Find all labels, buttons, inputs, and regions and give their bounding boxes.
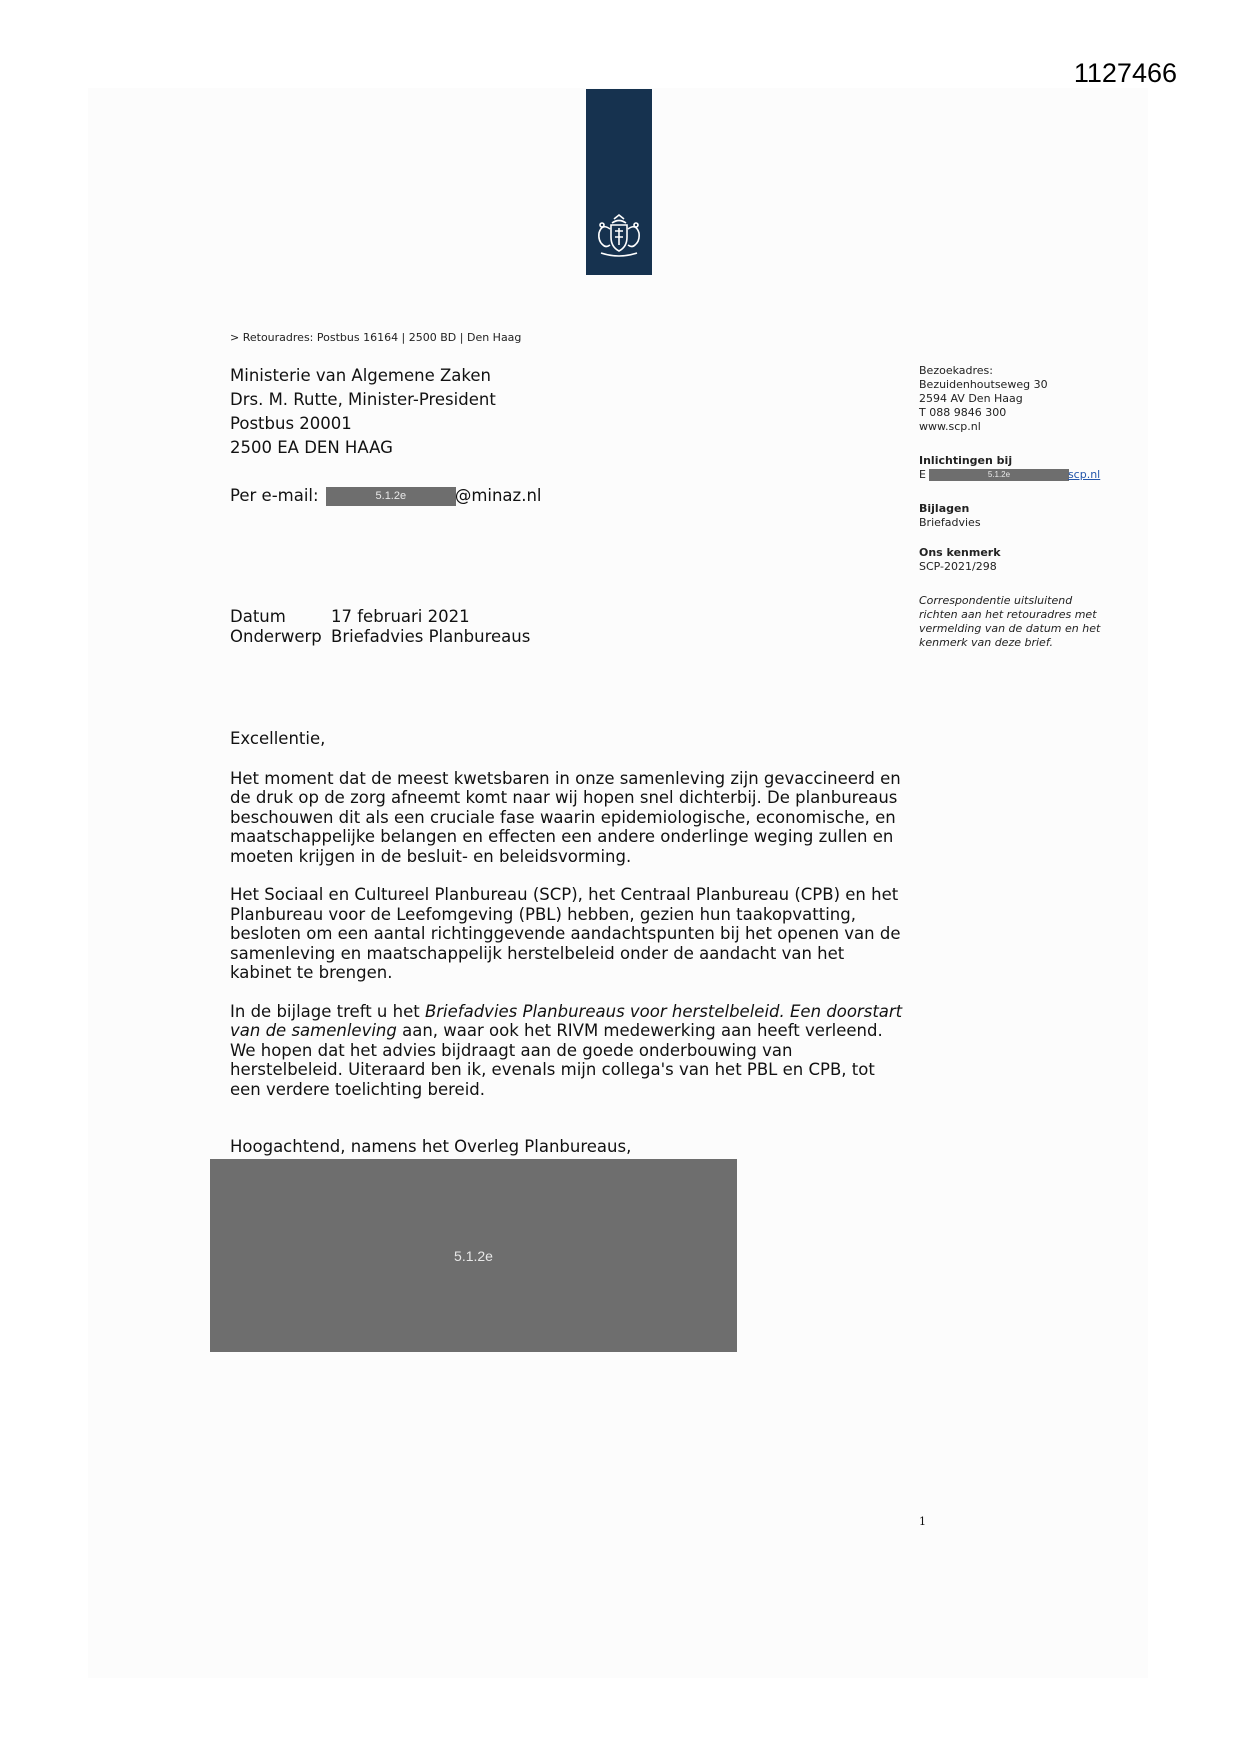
advice-title: Briefadvies Planbureaus voor herstelbeleid. Een doorstart van de samenleving (230, 1001, 903, 1040)
reference-value: SCP-2021/298 (919, 560, 997, 573)
visit-address-label: Bezoekadres: (919, 364, 993, 377)
visit-street: Bezuidenhoutseweg 30 (919, 378, 1048, 391)
email-domain: @minaz.nl (454, 486, 542, 505)
info-redaction: 5.1.2e (929, 469, 1069, 481)
document-id: 1127466 (1073, 58, 1177, 88)
paragraph-2: Het Sociaal en Cultureel Planbureau (SCP), het Centraal Planbureau (CPB) en het Planbureau voor de Leefomgeving (PBL) hebben, gezien hun taakopvatting, besloten om een aantal richtinggevende aandachtspunten bij het openen van de samenleving en maatschappelijk herstelbeleid onder de aandacht van het kabinet te brengen. (230, 885, 901, 982)
email-redaction: 5.1.2e (326, 487, 456, 506)
paragraph-1: Het moment dat de meest kwetsbaren in onze samenleving zijn gevaccineerd en de druk op de zorg afneemt komt naar wij hopen snel dichterbij. De planbureaus beschouwen dit als een cruciale fase waarin epidemiologische, economische, en maatschappelijke belangen en effecten een andere onderlinge weging zullen en moeten krijgen in de besluit- en beleidsvorming. (230, 768, 901, 866)
info-prefix: E (919, 468, 926, 481)
closing: Hoogachtend, namens het Overleg Planbureaus, (230, 1137, 632, 1156)
paragraph-3-end: aan, waar ook het RIVM medewerking aan heeft verleend. We hopen dat het advies bijdraagt aan de goede onderbouwing van herstelbeleid. Uiteraard ben ik, evenals mijn collega's van het PBL en CPB, tot een verdere toelichting bereid. (230, 1021, 883, 1099)
recipient-line: 2500 EA DEN HAAG (230, 438, 393, 457)
date-value: 17 februari 2021 (331, 607, 470, 626)
paragraph-3-start: In de bijlage treft u het (230, 1001, 425, 1021)
page-number: 1 (919, 1515, 926, 1528)
correspondence-note: Correspondentie uitsluitend richten aan het retouradres met vermelding van de datum en het kenmerk van deze brief. (919, 594, 1101, 649)
info-email (919, 468, 1129, 482)
coat-of-arms-icon (593, 213, 645, 257)
return-address: > Retouradres: Postbus 16164 | 2500 BD | Den Haag (230, 331, 522, 344)
subject-value: Briefadvies Planbureaus (331, 627, 531, 646)
website: www.scp.nl (919, 420, 981, 433)
attachments-value: Briefadvies (919, 516, 981, 529)
government-logo (586, 89, 652, 275)
recipient-address (230, 364, 496, 460)
visit-postal: 2594 AV Den Haag (919, 392, 1023, 405)
signature-redaction-code: 5.1.2e (454, 1247, 493, 1264)
date-label: Datum (230, 607, 286, 626)
phone-number: T 088 9846 300 (919, 406, 1007, 419)
recipient-line: Ministerie van Algemene Zaken (230, 366, 491, 385)
subject-label: Onderwerp (230, 627, 322, 646)
letter-body (230, 729, 910, 1118)
salutation: Excellentie, (230, 729, 326, 748)
paragraph-3 (230, 1002, 910, 1100)
sender-sidebar (919, 364, 1129, 666)
signature-redaction (210, 1159, 737, 1352)
recipient-line: Postbus 20001 (230, 414, 352, 433)
attachments-label: Bijlagen (919, 502, 970, 515)
reference-label: Ons kenmerk (919, 546, 1001, 559)
recipient-line: Drs. M. Rutte, Minister-President (230, 390, 496, 409)
letter-meta (230, 607, 530, 647)
email-label: Per e-mail: (230, 486, 319, 505)
info-label: Inlichtingen bij (919, 454, 1013, 467)
email-line (230, 484, 542, 508)
info-email-domain[interactable]: scp.nl (1067, 468, 1101, 481)
